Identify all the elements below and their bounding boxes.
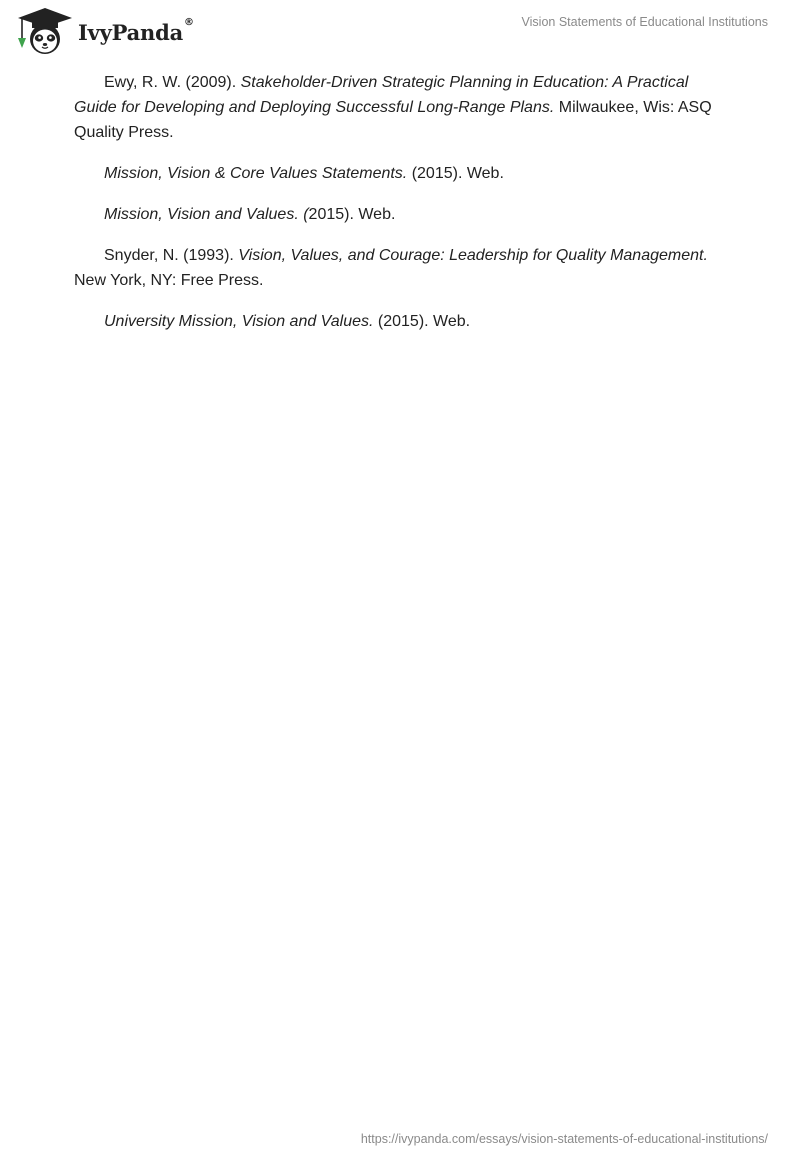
reference-entry: Mission, Vision & Core Values Statements. (2015). Web. [104, 165, 504, 182]
reference-entry: Snyder, N. (1993). Vision, Values, and Courage: Leadership for Quality Management. New York, NY: Free Press. [74, 247, 708, 289]
reference-list [74, 70, 734, 350]
reference-entry: Mission, Vision and Values. (2015). Web. [104, 206, 396, 223]
running-title: Vision Statements of Educational Institutions [521, 15, 768, 29]
source-url[interactable]: https://ivypanda.com/essays/vision-statements-of-educational-institutions/ [360, 1132, 768, 1146]
ivypanda-logo[interactable] [14, 6, 194, 56]
panda-graduation-cap-icon [14, 6, 76, 56]
page-header [0, 0, 800, 64]
registered-mark: ® [184, 16, 194, 28]
reference-entry: Ewy, R. W. (2009). Stakeholder-Driven Strategic Planning in Education: A Practical Guide for Developing and Deploying Successful Long-Range Plans. Milwaukee, Wis: ASQ Quality Press. [74, 74, 712, 141]
reference-entry: University Mission, Vision and Values. (2015). Web. [104, 313, 471, 330]
brand-name: IvyPanda® [78, 16, 194, 45]
